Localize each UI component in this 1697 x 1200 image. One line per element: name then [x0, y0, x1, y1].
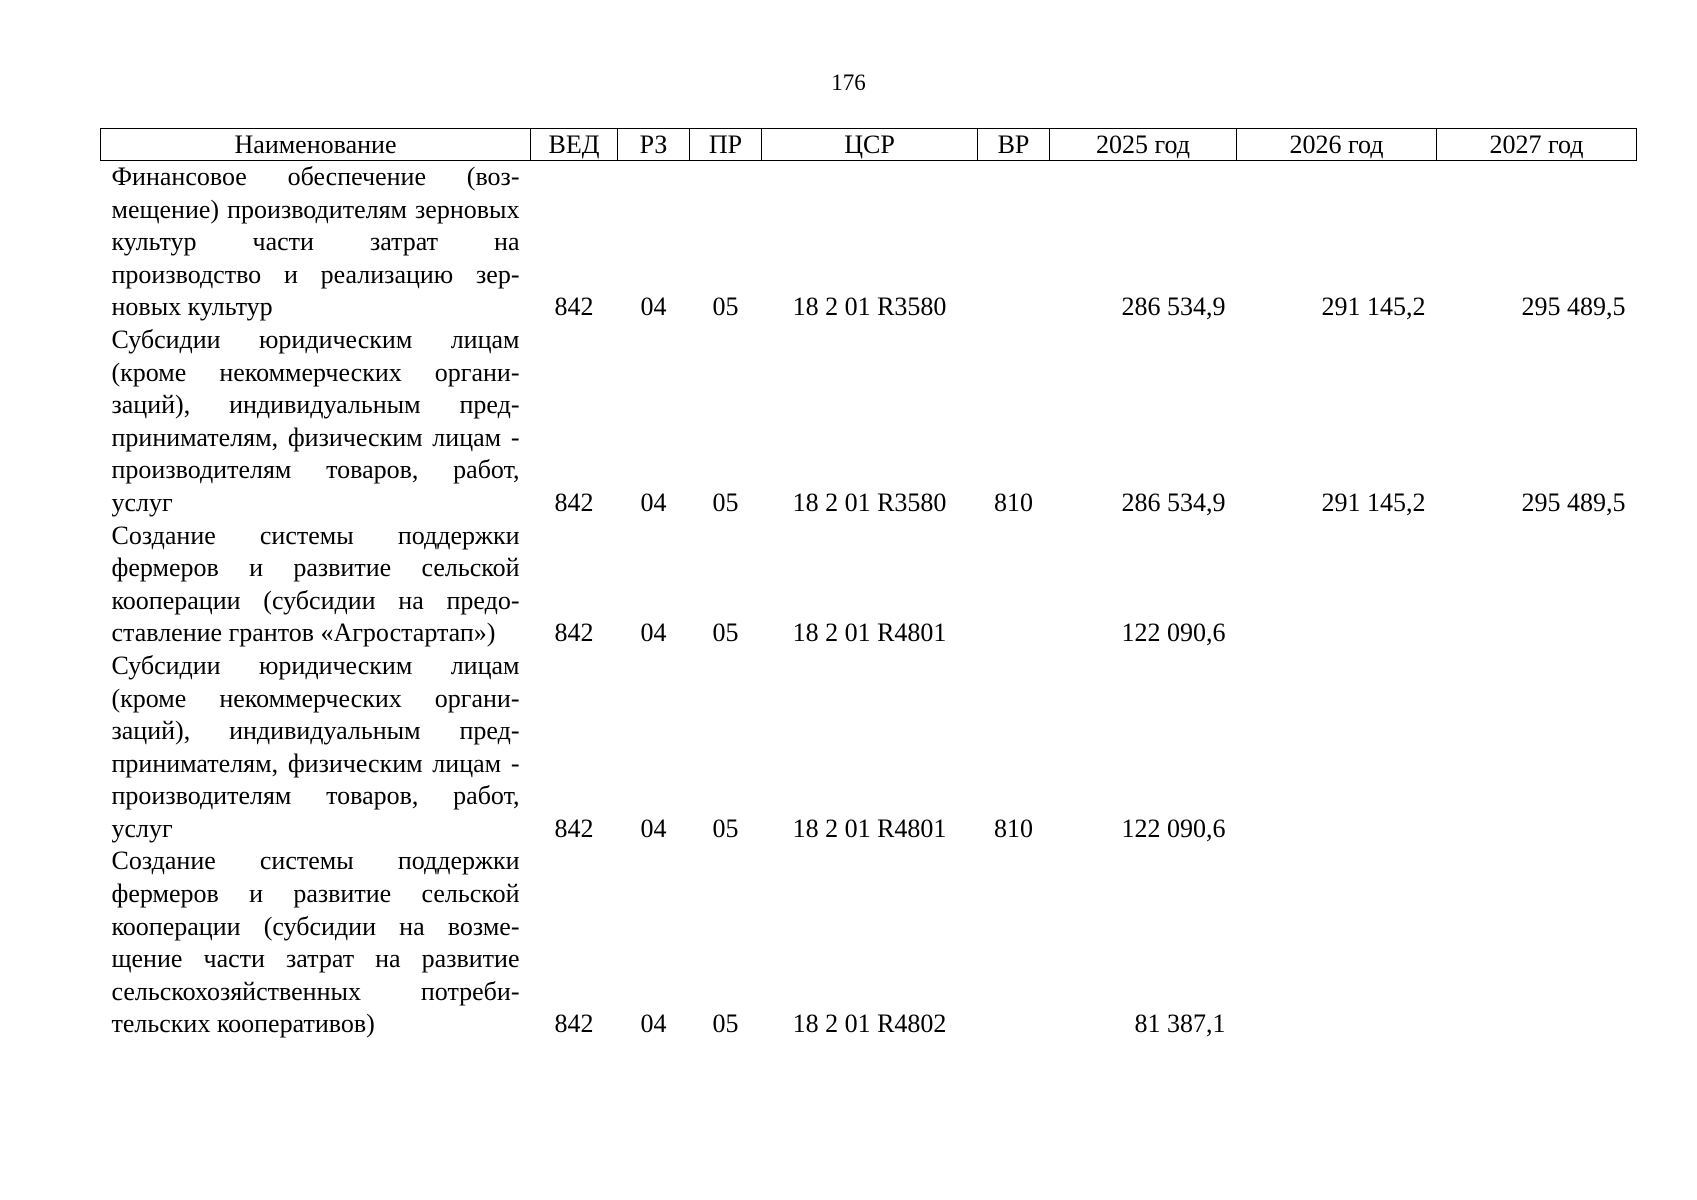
row-csr: 18 2 01 R4801: [792, 618, 947, 648]
row-pr: 05: [712, 813, 739, 843]
header-name: Наименование: [101, 129, 531, 161]
row-rz: 04: [640, 813, 667, 843]
row-amount-2026: [1237, 520, 1437, 650]
row-amount-2027: [1437, 520, 1637, 650]
row-vr: [978, 161, 1050, 324]
row-csr: 18 2 01 R3580: [792, 487, 947, 517]
row-amount-2025: 122 090,6: [1121, 813, 1226, 843]
row-amount-2027: [1437, 650, 1637, 846]
budget-table: [100, 128, 1637, 1041]
row-vr: [978, 845, 1050, 1041]
header-2026: 2026 год: [1237, 129, 1437, 161]
table-body: [101, 161, 1637, 1042]
row-rz: 04: [640, 1009, 667, 1039]
row-vr: 810: [994, 487, 1033, 517]
row-ved: 842: [554, 487, 594, 517]
header-row: [101, 129, 1637, 161]
row-rz: 04: [640, 618, 667, 648]
header-csr: ЦСР: [762, 129, 978, 161]
row-amount-2026: 291 145,2: [1321, 487, 1426, 517]
row-ved: 842: [554, 618, 594, 648]
table-header: [101, 129, 1637, 161]
row-amount-2026: 291 145,2: [1321, 292, 1426, 322]
row-amount-2027: 295 489,5: [1521, 292, 1626, 322]
row-amount-2025: 81 387,1: [1134, 1009, 1226, 1039]
row-amount-2025: 286 534,9: [1121, 292, 1226, 322]
row-amount-2025: 122 090,6: [1121, 618, 1226, 648]
row-rz: 04: [640, 487, 667, 517]
table-row: [101, 161, 1637, 324]
header-ved: ВЕД: [531, 129, 618, 161]
row-name: Субсидии юридическим лицам (кроме некоммерческих организаций), индивидуальным предпринимателям, физическим лицам - производителям товаров, работ, услуг: [111, 650, 520, 843]
row-vr: 810: [994, 813, 1033, 843]
table-row: [101, 650, 1637, 846]
row-pr: 05: [712, 292, 739, 322]
row-amount-2027: [1437, 845, 1637, 1041]
row-rz: 04: [640, 292, 667, 322]
table-row: [101, 324, 1637, 520]
row-pr: 05: [712, 618, 739, 648]
page-number: 176: [831, 70, 866, 95]
table-row: [101, 520, 1637, 650]
row-name: Субсидии юридическим лицам (кроме некоммерческих организаций), индивидуальным предпринимателям, физическим лицам - производителям товаров, работ, услуг: [111, 324, 520, 517]
row-name: Создание системы поддержки фермеров и развитие сельской кооперации (субсидии на возмещение части затрат на развитие сельскохозяйственных потребительских кооперативов): [111, 846, 520, 1039]
row-csr: 18 2 01 R3580: [792, 292, 947, 322]
header-pr: ПР: [690, 129, 762, 161]
row-csr: 18 2 01 R4801: [792, 813, 947, 843]
header-rz: РЗ: [618, 129, 690, 161]
row-ved: 842: [554, 813, 594, 843]
table-row: [101, 845, 1637, 1041]
row-ved: 842: [554, 292, 594, 322]
row-csr: 18 2 01 R4802: [792, 1009, 947, 1039]
row-amount-2026: [1237, 650, 1437, 846]
row-name: Создание системы поддержки фермеров и развитие сельской кооперации (субсидии на предоставление грантов «Агростартап»): [111, 520, 520, 648]
row-vr: [978, 520, 1050, 650]
row-name: Финансовое обеспечение (возмещение) производителям зерновых культур части затрат на производство и реализацию зерновых культур: [111, 162, 520, 322]
row-pr: 05: [712, 487, 739, 517]
row-amount-2027: 295 489,5: [1521, 487, 1626, 517]
row-amount-2025: 286 534,9: [1121, 487, 1226, 517]
row-pr: 05: [712, 1009, 739, 1039]
row-ved: 842: [554, 1009, 594, 1039]
row-amount-2026: [1237, 845, 1437, 1041]
header-vr: ВР: [978, 129, 1050, 161]
header-2025: 2025 год: [1050, 129, 1237, 161]
header-2027: 2027 год: [1437, 129, 1637, 161]
